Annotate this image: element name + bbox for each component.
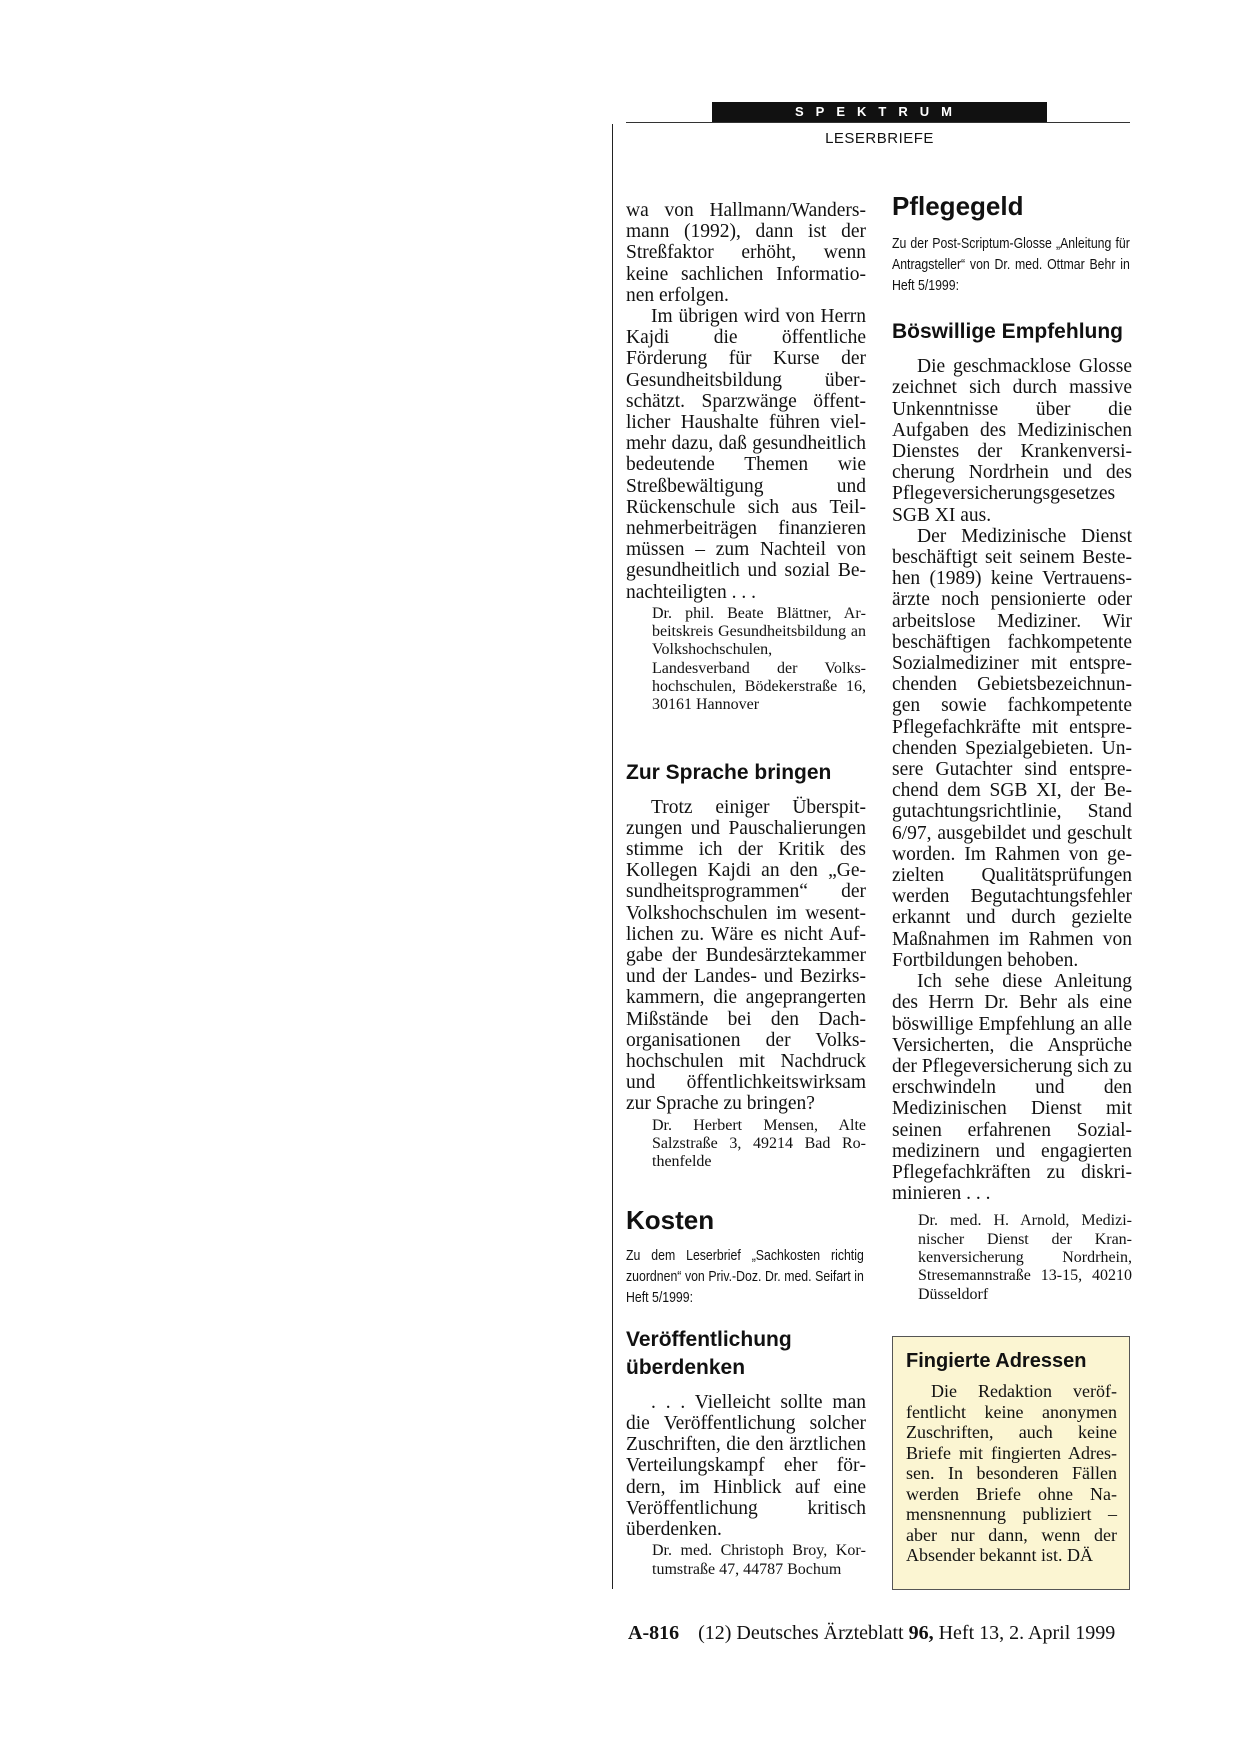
topic-kosten <box>626 1204 866 1579</box>
paragraph: Trotz einiger Überspitzungen und Pauschalierungen stimme ich der Kritik des Kollegen Kajdi an den „Gesundheitsprogrammen“ der Volkshochschulen im wesentlichen zu. Wäre es nicht Aufgabe der Bundesärztekammer und der Landes- und Bezirkskammern, die angeprangerten Mißstände bei den Dachorganisationen der Volkshochschulen mit Nachdruck und öffentlichkeitswirksam zur Sprache zu bringen? <box>626 796 866 1115</box>
letter-heading: Zur Sprache bringen <box>626 760 832 784</box>
page-number: A-816 <box>628 1622 680 1644</box>
notice-box <box>892 1336 1130 1590</box>
paragraph: Die geschmacklose Glosse zeichnet sich durch massive Unkenntnisse über die Aufgaben des Medizinischen Dienstes der Krankenversicherung Nordrhein und des Pflegeversicherungsgesetzes SGB XI aus. <box>892 356 1132 526</box>
paragraph: Im übrigen wird von Herrn Kajdi die öffentliche Förderung für Kurse der Gesundheitsbildung überschätzt. Sparzwänge öffentlicher Haushalte führen vielmehr dazu, daß gesundheitlich bedeutende Themen wie Streßbewältigung und Rückenschule sich aus Teilnehmerbeiträgen finanzieren müssen – zum Nachteil von gesundheitlich und sozial Benachteiligten . . . <box>626 306 866 603</box>
letter-heading: Veröffentlichung überdenken <box>626 1327 792 1379</box>
topic-intro: Zu der Post-Scriptum-Glosse „Anleitung für Antragsteller“ von Dr. med. Ottmar Behr in Heft 5/1999: <box>892 235 1130 295</box>
letter-continuation <box>626 200 866 715</box>
topic-intro: Zu dem Leserbrief „Sachkosten richtig zuordnen“ von Priv.-Doz. Dr. med. Seifart in Heft 5/1999: <box>626 1246 864 1306</box>
notice-heading: Fingierte Adressen <box>906 1350 1087 1372</box>
paragraph: . . . Vielleicht sollte man die Veröffentlichung solcher Zuschriften, die den ärztlichen Verteilungskampf eher fördern, im Hinblick auf eine Veröffentlichung kritisch überdenken. <box>626 1391 866 1540</box>
paragraph: Ich sehe diese Anleitung des Herrn Dr. Behr als eine böswillige Empfehlung an alle Versicherten, die Ansprüche der Pflegeversicherung sich zu erschwindeln und den Medizinischen Dienst mit seinen erfahrenen Sozialmedizinern und engagierten Pflegefachkräften zu diskriminieren . . . <box>892 971 1132 1205</box>
right-column <box>892 191 1132 1304</box>
topic-title: Kosten <box>626 1204 715 1235</box>
letter-zur-sprache-bringen <box>626 759 866 1172</box>
signature: Dr. med. H. Arnold, Medizinischer Dienst der Krankenversicherung Nordrhein, Stresemannstraße 13-15, 40210 Düsseldorf <box>918 1212 1132 1303</box>
signature: Dr. Herbert Mensen, Alte Salzstraße 3, 49214 Bad Rothenfelde <box>652 1116 866 1171</box>
paragraph: wa von Hallmann/Wandersmann (1992), dann ist der Streßfaktor erhöht, wenn keine sachlichen Informationen erfolgen. <box>626 200 866 306</box>
column-rule <box>612 124 613 1589</box>
left-column <box>626 200 866 1579</box>
header-rule <box>626 122 1130 123</box>
section-title: SPEKTRUM <box>795 104 964 119</box>
volume-number: 96, <box>908 1622 934 1644</box>
signature: Dr. med. Christoph Broy, Kortumstraße 47, 44787 Bochum <box>652 1542 866 1578</box>
topic-title: Pflegegeld <box>892 191 1024 221</box>
page-footer <box>628 1622 1138 1645</box>
journal-name: (12) Deutsches Ärzteblatt <box>698 1622 904 1644</box>
subsection-title: LESERBRIEFE <box>825 130 934 147</box>
notice-text: Die Redaktion veröffentlicht keine anonymen Zuschriften, auch keine Briefe mit fingierten Adressen. In besonderen Fällen werden Briefe ohne Namensnennung publiziert – aber nur dann, wenn der Absender bekannt ist. DÄ <box>906 1381 1117 1565</box>
paragraph: Der Medizinische Dienst beschäftigt seit seinem Bestehen (1989) keine Vertrauensärzte noch pensionierte oder arbeitslose Mediziner. Wir beschäftigen fachkompetente Sozialmediziner mit entsprechenden Gebietsbezeichnungen sowie fachkompetente Pflegefachkräfte mit entsprechenden Spezialgebieten. Unsere Gutachter sind entsprechend dem SGB XI, der Begutachtungsrichtlinie, Stand 6/97, ausgebildet und geschult worden. Im Rahmen von gezielten Qualitätsprüfungen werden Begutachtungsfehler erkannt und durch gezielte Maßnahmen im Rahmen von Fortbildungen behoben. <box>892 525 1132 971</box>
signature: Dr. phil. Beate Blättner, Arbeitskreis Gesundheitsbildung an Volkshochschulen, Landesverband der Volkshochschulen, Bödekerstraße 16, 30161 Hannover <box>652 604 866 714</box>
issue-date: Heft 13, 2. April 1999 <box>938 1622 1116 1644</box>
letter-heading: Böswillige Empfehlung <box>892 320 1124 344</box>
section-header-bar <box>712 102 1047 122</box>
